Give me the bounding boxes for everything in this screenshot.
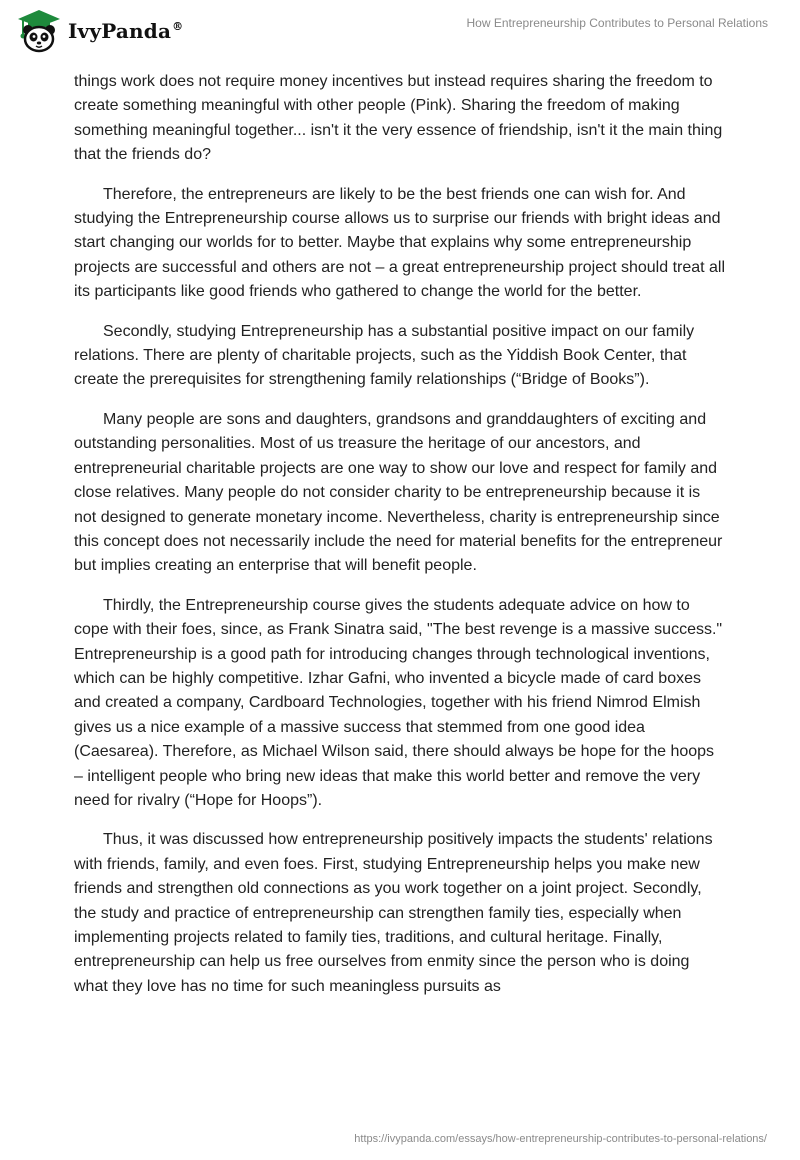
registered-mark: ®	[172, 20, 184, 34]
paragraph: Thirdly, the Entrepreneurship course gives the students adequate advice on how to cope with their foes, since, as Frank Sinatra said, "The best revenge is a massive success." Entrepreneurship is a good path for introducing changes through technological inventions, which can be highly competitive. Izhar Gafni, who invented a bicycle made of card boxes and created a company, Cardboard Technologies, together with his friend Nimrod Elmish gives us a nice example of a massive success that stemmed from one good idea (Caesarea). Therefore, as Michael Wilson said, there should always be hope for the hoops – intelligent people who bring new ideas that make this world better and remove the very need for rivalry (“Hope for Hoops”).	[74, 596, 723, 809]
source-url[interactable]: https://ivypanda.com/essays/how-entrepreneurship-contributes-to-personal-relations/	[354, 1133, 767, 1145]
page-header	[0, 0, 800, 70]
panda-graduate-icon	[14, 8, 64, 54]
ivypanda-logo[interactable]	[14, 8, 183, 54]
brand-name: IvyPanda®	[68, 19, 184, 43]
document-title: How Entrepreneurship Contributes to Personal Relations	[466, 16, 768, 30]
paragraph: Many people are sons and daughters, grandsons and granddaughters of exciting and outstanding personalities. Most of us treasure the heritage of our ancestors, and entrepreneurial charitable projects are one way to show our love and respect for family and close relatives. Many people do not consider charity to be entrepreneurship because it is not designed to generate monetary income. Nevertheless, charity is entrepreneurship since this concept does not necessarily include the need for material benefits for the entrepreneur but implies creating an enterprise that will benefit people.	[74, 410, 723, 575]
paragraph: Secondly, studying Entrepreneurship has a substantial positive impact on our family relations. There are plenty of charitable projects, such as the Yiddish Book Center, that create the prerequisites for strengthening family relationships (“Bridge of Books”).	[74, 322, 695, 389]
paragraph: things work does not require money incentives but instead requires sharing the freedom to create something meaningful with other people (Pink). Sharing the freedom of making something meaningful together... isn't it the very essence of friendship, isn't it the main thing that the friends do?	[74, 73, 723, 164]
essay-body	[74, 70, 726, 1014]
paragraph: Thus, it was discussed how entrepreneurship positively impacts the students' relations with friends, family, and even foes. First, studying Entrepreneurship helps you make new friends and strengthen old connections as you work together on a joint project. Secondly, the study and practice of entrepreneurship can strengthen family ties, especially when implementing projects related to family ties, traditions, and cultural heritage. Finally, entrepreneurship can help us free ourselves from enmity since the person who is doing what they love has no time for such meaningless pursuits as	[74, 831, 713, 995]
paragraph: Therefore, the entrepreneurs are likely to be the best friends one can wish for. And studying the Entrepreneurship course allows us to surprise our friends with bright ideas and start changing our worlds for to better. Maybe that explains why some entrepreneurship projects are successful and others are not – a great entrepreneurship project should treat all its participants like good friends who gathered to change the world for the better.	[74, 185, 726, 301]
